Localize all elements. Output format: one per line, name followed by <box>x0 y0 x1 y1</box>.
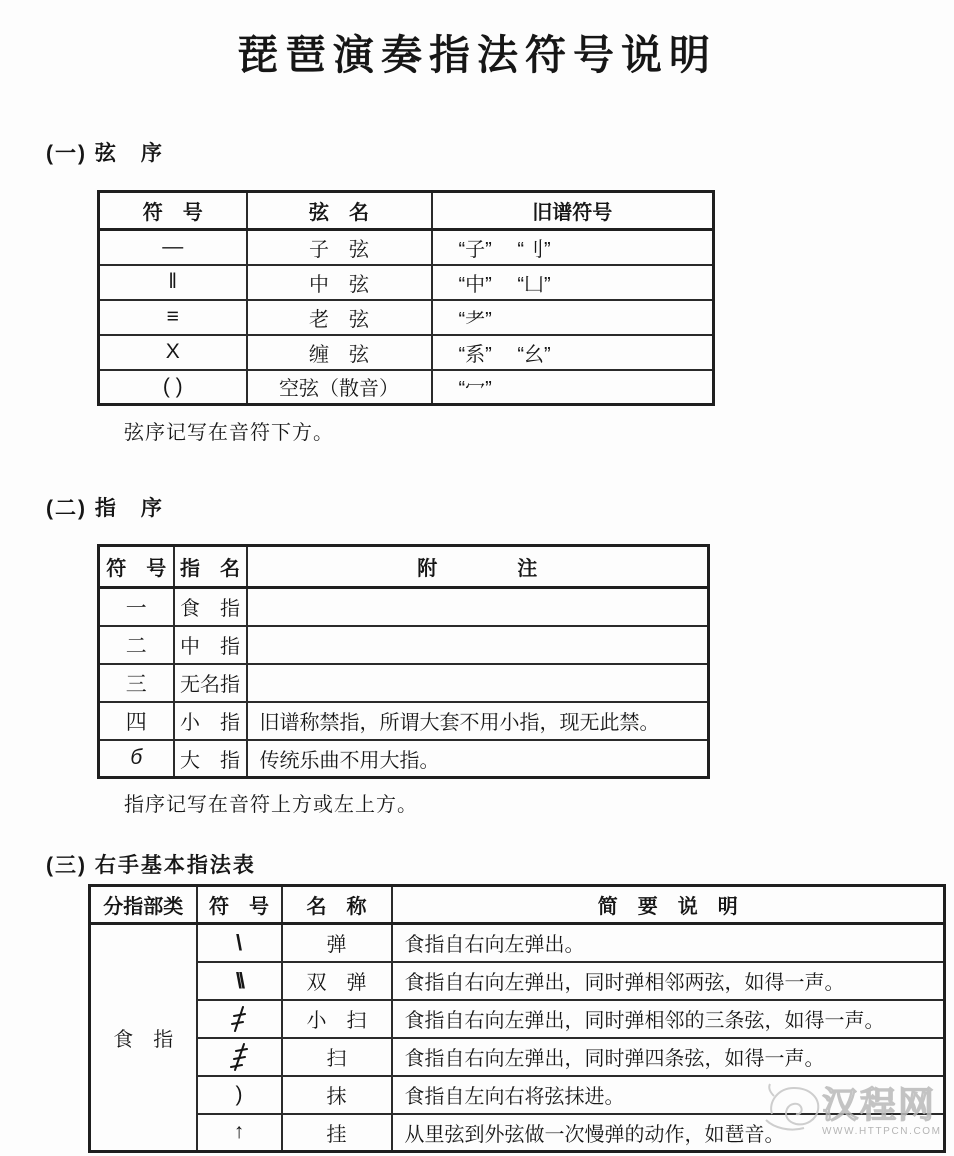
page-title: 琵琶演奏指法符号说明 <box>237 32 717 78</box>
table-row <box>99 335 714 370</box>
finger-order-note: 指序记写在音符上方或左上方。 <box>124 794 418 816</box>
table-row <box>90 1000 945 1038</box>
name-cell: 弹 <box>282 924 392 962</box>
section-2-heading: (二) 指 序 <box>46 497 164 520</box>
table-row <box>99 370 714 405</box>
col-header-string-name: 弦 名 <box>247 192 432 230</box>
symbol-cell: ‖ <box>99 265 247 300</box>
description-cell: 食指自右向左弹出，同时弹四条弦，如得一声。 <box>392 1038 945 1076</box>
col-header-old-notation: 旧谱符号 <box>432 192 714 230</box>
old-notation-cell: “耂” <box>432 300 714 335</box>
table-row <box>99 740 709 778</box>
symbol-cell: ) <box>197 1076 282 1114</box>
description-cell: 食指自右向左弹出，同时弹相邻的三条弦，如得一声。 <box>392 1000 945 1038</box>
table-row <box>99 588 709 626</box>
table-row <box>99 300 714 335</box>
finger-name-cell: 中 指 <box>174 626 247 664</box>
name-cell: 双 弹 <box>282 962 392 1000</box>
up-arrow-symbol-cell: ↑ <box>197 1114 282 1152</box>
symbol-cell <box>197 1000 282 1038</box>
string-name-cell: 老 弦 <box>247 300 432 335</box>
old-notation-cell: “系” “幺” <box>432 335 714 370</box>
name-cell: 挂 <box>282 1114 392 1152</box>
remark-cell: 传统乐曲不用大指。 <box>247 740 709 778</box>
hancheng-logo-icon <box>760 1076 830 1138</box>
table-row <box>99 230 714 265</box>
col-header-description: 简 要 说 明 <box>392 886 945 924</box>
table-header-row <box>99 546 709 588</box>
symbol-cell: 四 <box>99 702 174 740</box>
table-row <box>99 626 709 664</box>
finger-name-cell: 小 指 <box>174 702 247 740</box>
name-cell: 扫 <box>282 1038 392 1076</box>
string-name-cell: 中 弦 <box>247 265 432 300</box>
description-cell: 从里弦到外弦做一次慢弹的动作，如琶音。 <box>392 1114 945 1152</box>
name-cell: 小 扫 <box>282 1000 392 1038</box>
table-row <box>99 265 714 300</box>
table-row <box>90 924 945 962</box>
small-sweep-symbol-icon <box>230 1005 248 1033</box>
string-order-table <box>97 190 715 406</box>
finger-order-table <box>97 544 710 779</box>
watermark-site-name: 汉程网 <box>822 1084 937 1125</box>
remark-cell <box>247 588 709 626</box>
description-cell: 食指自右向左弹出，同时弹相邻两弦，如得一声。 <box>392 962 945 1000</box>
sweep-symbol-icon <box>230 1042 248 1072</box>
table-header-row <box>90 886 945 924</box>
symbol-cell: 一 <box>99 588 174 626</box>
symbol-cell <box>197 1038 282 1076</box>
col-header-finger-name: 指 名 <box>174 546 247 588</box>
table-row <box>90 962 945 1000</box>
description-cell: 食指自左向右将弦抹进。 <box>392 1076 945 1114</box>
symbol-cell: 二 <box>99 626 174 664</box>
section-1-heading: (一) 弦 序 <box>46 142 164 165</box>
symbol-cell: ≡ <box>99 300 247 335</box>
col-header-name: 名 称 <box>282 886 392 924</box>
table-row <box>99 702 709 740</box>
remark-cell <box>247 664 709 702</box>
old-notation-cell: “子” “刂” <box>432 230 714 265</box>
table-row <box>99 664 709 702</box>
remark-cell: 旧谱称禁指，所谓大套不用小指，现无此禁。 <box>247 702 709 740</box>
col-header-symbol: 符 号 <box>197 886 282 924</box>
thumb-symbol-cell: б <box>99 740 174 778</box>
watermark-url: WWW.HTTPCN.COM <box>822 1126 942 1137</box>
description-cell: 食指自右向左弹出。 <box>392 924 945 962</box>
finger-name-cell: 食 指 <box>174 588 247 626</box>
table-row <box>90 1038 945 1076</box>
table-header-row <box>99 192 714 230</box>
symbol-cell: \\ <box>197 962 282 1000</box>
string-order-note: 弦序记写在音符下方。 <box>124 422 334 444</box>
symbol-cell: 三 <box>99 664 174 702</box>
string-name-cell: 空弦（散音） <box>247 370 432 405</box>
symbol-cell: ( ) <box>99 370 247 405</box>
string-name-cell: 缠 弦 <box>247 335 432 370</box>
symbol-cell: — <box>99 230 247 265</box>
watermark <box>760 1076 942 1138</box>
remark-cell <box>247 626 709 664</box>
string-name-cell: 子 弦 <box>247 230 432 265</box>
symbol-cell: X <box>99 335 247 370</box>
finger-group-cell: 食 指 <box>90 924 197 1152</box>
col-header-remark: 附 注 <box>247 546 709 588</box>
finger-name-cell: 大 指 <box>174 740 247 778</box>
old-notation-cell: “冖” <box>432 370 714 405</box>
col-header-symbol: 符 号 <box>99 546 174 588</box>
col-header-symbol: 符 号 <box>99 192 247 230</box>
symbol-cell: \ <box>197 924 282 962</box>
col-header-finger-group: 分指部类 <box>90 886 197 924</box>
finger-name-cell: 无名指 <box>174 664 247 702</box>
name-cell: 抹 <box>282 1076 392 1114</box>
old-notation-cell: “中” “凵” <box>432 265 714 300</box>
section-3-heading: (三) 右手基本指法表 <box>46 854 256 877</box>
